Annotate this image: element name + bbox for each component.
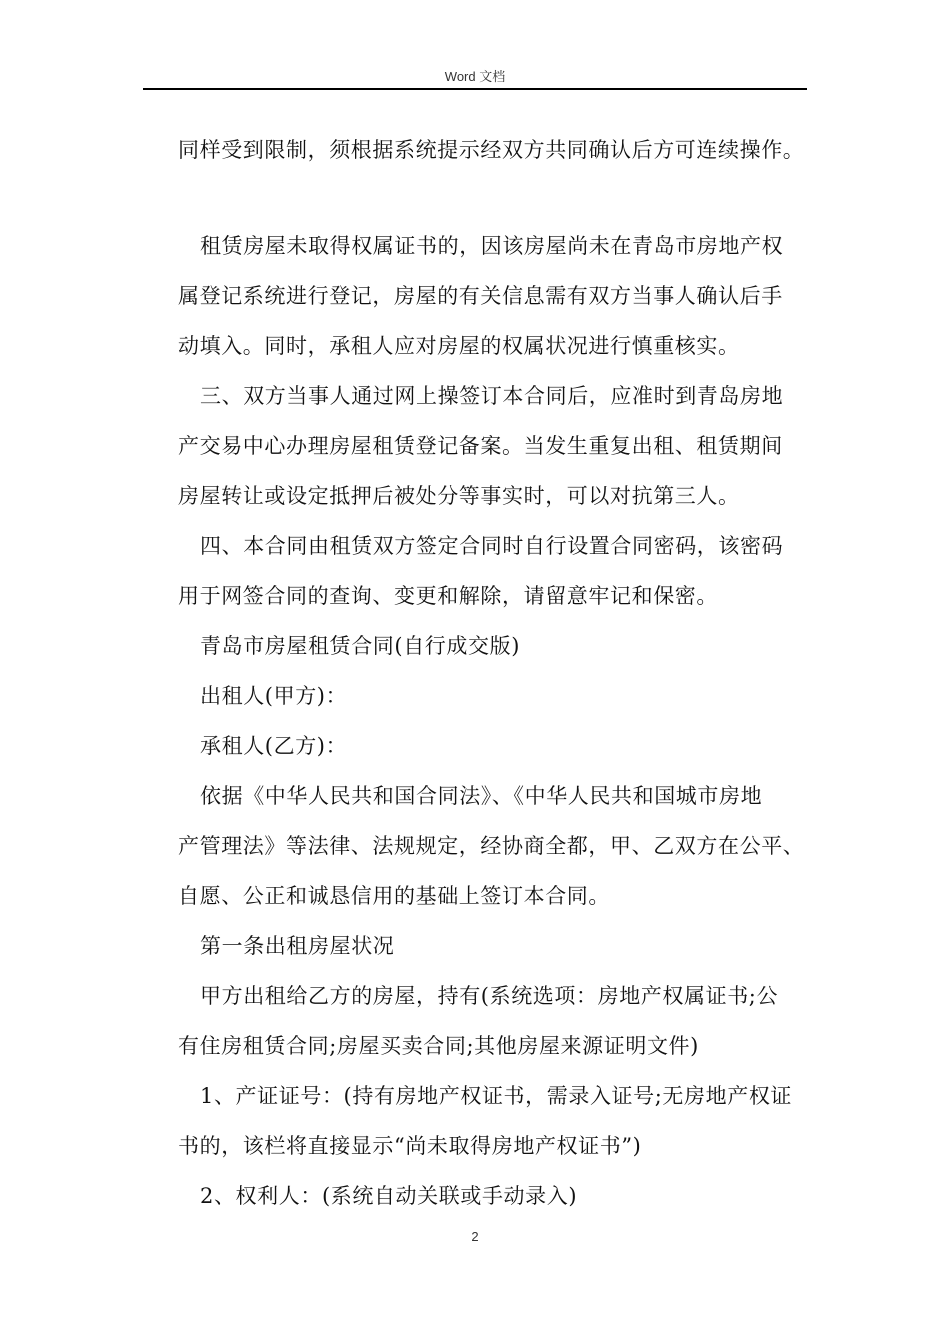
paragraph-line: 四、本合同由租赁双方签定合同时自行设置合同密码，该密码 — [200, 534, 784, 558]
paragraph-line: 甲方出租给乙方的房屋，持有(系统选项：房地产权属证书;公 — [200, 984, 779, 1008]
paragraph-line: 租赁房屋未取得权属证书的，因该房屋尚未在青岛市房地产权 — [200, 234, 784, 258]
paragraph-line: 依据《中华人民共和国合同法》、《中华人民共和国城市房地 — [200, 784, 763, 808]
contract-title: 青岛市房屋租赁合同(自行成交版) — [200, 634, 520, 658]
paragraph-line: 三、双方当事人通过网上操签订本合同后，应准时到青岛房地 — [200, 384, 784, 408]
paragraph-line: 产交易中心办理房屋租赁登记备案。当发生重复出租、租赁期间 — [178, 434, 783, 458]
paragraph-line: 自愿、公正和诚恳信用的基础上签订本合同。 — [178, 884, 610, 908]
paragraph-line: 1、产证证号：(持有房地产权证书，需录入证号;无房地产权证 — [200, 1084, 793, 1108]
lessee-field: 承租人(乙方)： — [200, 734, 348, 758]
header-divider — [143, 88, 807, 90]
paragraph-line: 同样受到限制，须根据系统提示经双方共同确认后方可连续操作。 — [178, 138, 805, 162]
article-heading: 第一条出租房屋状况 — [200, 934, 395, 958]
paragraph-gap — [178, 175, 818, 221]
paragraph-line: 房屋转让或设定抵押后被处分等事实时，可以对抗第三人。 — [178, 484, 740, 508]
paragraph-line: 用于网签合同的查询、变更和解除，请留意牢记和保密。 — [178, 584, 718, 608]
paragraph-line: 产管理法》等法律、法规规定，经协商全都，甲、乙双方在公平、 — [178, 834, 805, 858]
paragraph-line: 动填入。同时，承租人应对房屋的权属状况进行慎重核实。 — [178, 334, 740, 358]
paragraph-line: 书的，该栏将直接显示“尚未取得房地产权证书”) — [178, 1134, 642, 1158]
document-body — [178, 125, 818, 1221]
document-header-title: Word 文档 — [444, 69, 506, 84]
page-number: 2 — [471, 1229, 479, 1244]
paragraph-line: 2、权利人：(系统自动关联或手动录入) — [200, 1184, 578, 1208]
paragraph-line: 属登记系统进行登记，房屋的有关信息需有双方当事人确认后手 — [178, 284, 783, 308]
paragraph-line: 有住房租赁合同;房屋买卖合同;其他房屋来源证明文件) — [178, 1034, 699, 1058]
lessor-field: 出租人(甲方)： — [200, 684, 348, 708]
